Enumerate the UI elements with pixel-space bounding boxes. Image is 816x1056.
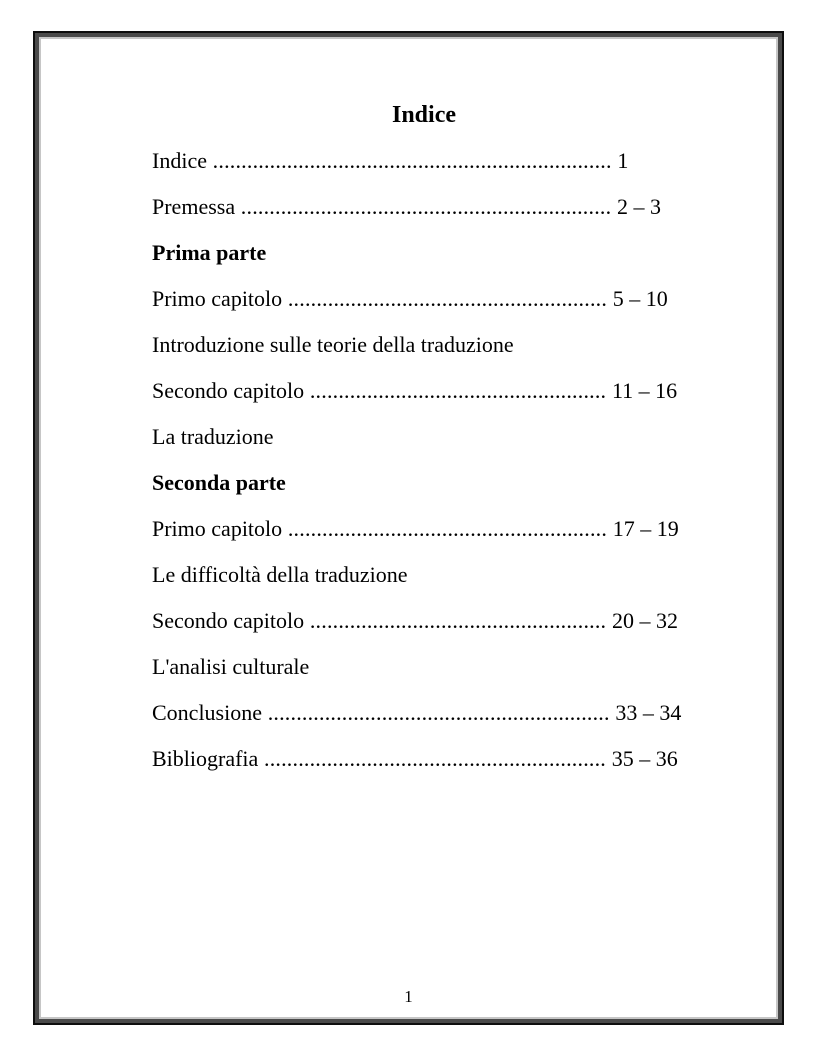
toc-row-entry bbox=[152, 506, 696, 552]
toc-entry-label: Primo capitolo bbox=[152, 516, 283, 541]
toc-dot-leader: ............................................................ bbox=[258, 746, 612, 771]
toc-dot-leader: ........................................................ bbox=[282, 286, 613, 311]
toc-page-range: 33 – 34 bbox=[615, 700, 682, 725]
toc-dot-leader: ........................................................ bbox=[282, 516, 613, 541]
toc-row-entry bbox=[152, 276, 696, 322]
toc-page-range: 35 – 36 bbox=[611, 746, 678, 771]
page-border-band bbox=[35, 33, 782, 1023]
toc-entry-label: Prima parte bbox=[152, 240, 267, 265]
toc-dot-leader: ............................................................ bbox=[262, 700, 616, 725]
toc-row-entry bbox=[152, 368, 696, 414]
toc-dot-leader: .................................................... bbox=[304, 608, 612, 633]
toc-entry-label: Introduzione sulle teorie della traduzione bbox=[152, 332, 514, 357]
toc-page-range: 20 – 32 bbox=[611, 608, 678, 633]
toc-entry-label: L'analisi culturale bbox=[152, 654, 310, 679]
toc-row-entry bbox=[152, 138, 696, 184]
toc-entry-label: Conclusione bbox=[152, 700, 262, 725]
toc-row-plain bbox=[152, 552, 696, 598]
toc-title: Indice bbox=[391, 102, 456, 128]
page-border-inner-line bbox=[39, 37, 778, 1019]
toc-dot-leader: ................................................................. bbox=[235, 194, 617, 219]
toc-row-section bbox=[152, 230, 696, 276]
toc-row-plain bbox=[152, 322, 696, 368]
toc-dot-leader: .................................................... bbox=[304, 378, 612, 403]
toc-page-range: 1 bbox=[617, 148, 629, 173]
toc-entry-label: Secondo capitolo bbox=[152, 378, 305, 403]
toc-page-range: 11 – 16 bbox=[611, 378, 678, 403]
toc-entry-label: Bibliografia bbox=[152, 746, 259, 771]
toc-row-entry bbox=[152, 736, 696, 782]
toc-row-section bbox=[152, 460, 696, 506]
toc-row-plain bbox=[152, 414, 696, 460]
toc-entry-label: Primo capitolo bbox=[152, 286, 283, 311]
page-border bbox=[33, 31, 784, 1025]
toc-entry-label: La traduzione bbox=[152, 424, 274, 449]
toc-row-plain bbox=[152, 644, 696, 690]
toc-entry-label: Le difficoltà della traduzione bbox=[152, 562, 408, 587]
toc-entry-label: Seconda parte bbox=[152, 470, 286, 495]
toc-row-entry bbox=[152, 690, 696, 736]
toc-entry-label: Secondo capitolo bbox=[152, 608, 305, 633]
toc-dot-leader: ...................................................................... bbox=[206, 148, 618, 173]
toc-page-range: 5 – 10 bbox=[612, 286, 668, 311]
page-footer bbox=[41, 988, 776, 1005]
page-number: 1 bbox=[404, 987, 413, 1006]
toc-entry-label: Premessa bbox=[152, 194, 236, 219]
toc-entry-label: Indice bbox=[152, 148, 207, 173]
toc-list bbox=[152, 138, 696, 782]
toc-page-range: 17 – 19 bbox=[612, 516, 679, 541]
toc-page-range: 2 – 3 bbox=[617, 194, 661, 219]
toc-content bbox=[41, 39, 696, 782]
toc-row-entry bbox=[152, 184, 696, 230]
toc-row-entry bbox=[152, 598, 696, 644]
